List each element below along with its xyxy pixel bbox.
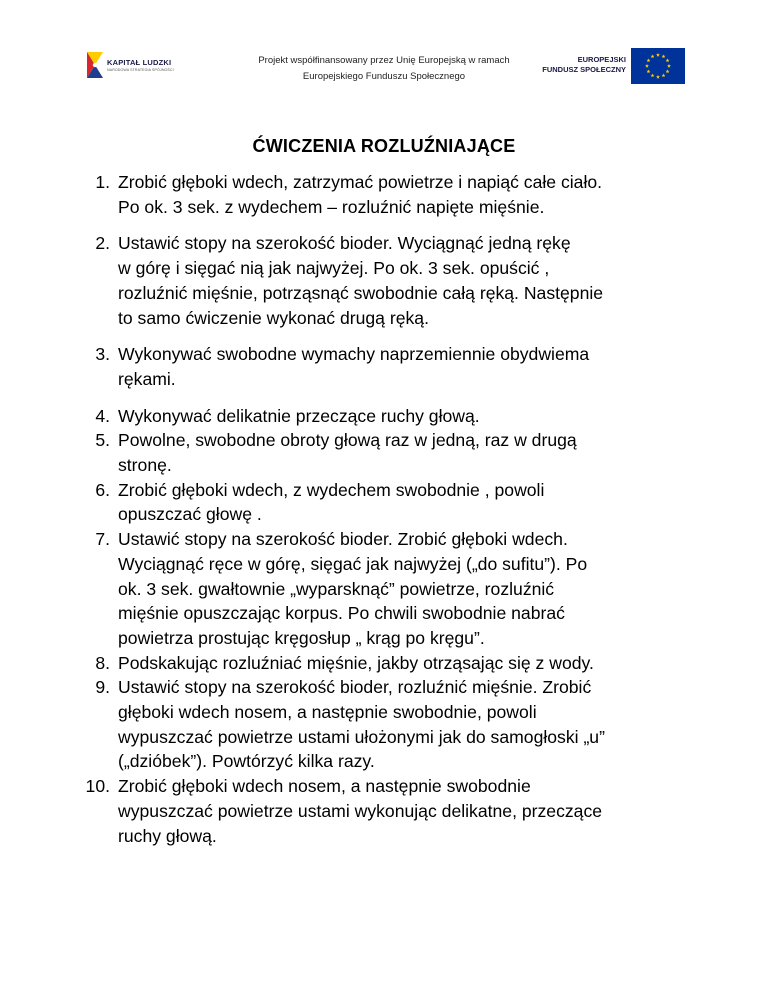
list-item-line: Zrobić głęboki wdech, z wydechem swobodnie , powoli [118, 479, 545, 500]
list-item-line: Ustawić stopy na szerokość bioder. Wyciągnąć jedną rękę [118, 233, 571, 254]
list-item [80, 342, 700, 391]
efs-line-2: FUNDUSZ SPOŁECZNY [542, 65, 626, 74]
eu-flag-icon [631, 48, 685, 84]
list-item-line: Wykonywać swobodne wymachy naprzemiennie obydwiema [118, 344, 590, 365]
page-title: ĆWICZENIA ROZLUŹNIAJĄCE [252, 136, 516, 156]
list-item [80, 527, 700, 651]
list-item-line: Ustawić stopy na szerokość bioder, rozluźnić mięśnie. Zrobić [118, 677, 592, 698]
list-item-number: 2. [95, 233, 110, 254]
list-item [80, 231, 700, 330]
header-line-1: Projekt współfinansowany przez Unię Europejską w ramach [258, 55, 510, 66]
efs-logo [543, 48, 688, 84]
list-item-line: Wyciągnąć ręce w górę, sięgać jak najwyżej („do sufitu”). Po [118, 553, 588, 574]
list-item [80, 478, 700, 527]
list-item-line: wypuszczać powietrze ustami ułożonymi jak do samogłoski „u” [118, 726, 605, 747]
header-line-2: Europejskiego Funduszu Społecznego [302, 71, 466, 82]
list-item-number: 7. [95, 529, 110, 550]
list-item-line: Wykonywać delikatnie przeczące ruchy głową. [118, 405, 480, 426]
list-item-line: Podskakując rozluźniać mięśnie, jakby otrząsając się z wody. [118, 652, 594, 673]
list-item-number: 4. [95, 405, 110, 426]
list-item-number: 9. [95, 677, 110, 698]
efs-line-1: EUROPEJSKI [577, 55, 626, 64]
kapital-ludzki-name: KAPITAŁ LUDZKI [107, 58, 172, 67]
header-cofinancing-note [214, 53, 554, 85]
list-item-number: 8. [95, 652, 110, 673]
list-item-number: 6. [95, 479, 110, 500]
list-item-line: opuszczać głowę . [118, 504, 262, 525]
list-item-number: 5. [95, 430, 110, 451]
list-item-line: Zrobić głęboki wdech, zatrzymać powietrze i napiąć całe ciało. [118, 172, 603, 192]
kapital-ludzki-emblem-icon [85, 50, 105, 80]
page-header [0, 0, 768, 100]
list-item-line: Ustawić stopy na szerokość bioder. Zrobić głęboki wdech. [118, 529, 568, 550]
list-item-line: głęboki wdech nosem, a następnie swobodnie, powoli [118, 702, 537, 723]
list-item-line: w górę i sięgać nią jak najwyżej. Po ok. 3 sek. opuścić , [118, 258, 550, 279]
kapital-ludzki-subtitle: NARODOWA STRATEGIA SPÓJNOŚCI [107, 68, 174, 72]
list-item-number: 3. [95, 344, 110, 365]
list-item [80, 651, 700, 676]
list-item-line: powietrza prostując kręgosłup „ krąg po kręgu”. [118, 627, 485, 648]
list-item-line: („dzióbek”). Powtórzyć kilka razy. [118, 751, 375, 772]
list-item [80, 170, 700, 219]
list-item-line: ok. 3 sek. gwałtownie „wyparsknąć” powietrze, rozluźnić [118, 578, 555, 599]
list-item-line: rozluźnić mięśnie, potrząsnąć swobodnie całą ręką. Następnie [118, 282, 604, 303]
efs-logo-text [542, 55, 626, 75]
kapital-ludzki-logo [85, 50, 180, 82]
list-item-line: Powolne, swobodne obroty głową raz w jedną, raz w drugą [118, 430, 577, 451]
list-item-line: wypuszczać powietrze ustami wykonując delikatne, przeczące [118, 800, 603, 821]
list-item-line: Zrobić głęboki wdech nosem, a następnie swobodnie [118, 776, 531, 797]
exercise-list [80, 170, 700, 848]
list-item-line: Po ok. 3 sek. z wydechem – rozluźnić napięte mięśnie. [118, 196, 545, 217]
list-item [80, 404, 700, 429]
list-item [80, 428, 700, 477]
list-item-number: 10. [85, 776, 110, 797]
list-item [80, 774, 700, 848]
list-item-line: rękami. [118, 368, 176, 389]
list-item-line: to samo ćwiczenie wykonać drugą ręką. [118, 307, 429, 328]
list-item-number: 1. [95, 172, 110, 192]
list-item-line: ruchy głową. [118, 825, 217, 846]
list-item-line: stronę. [118, 455, 172, 476]
list-item [80, 675, 700, 774]
list-item-line: mięśnie opuszczając korpus. Po chwili swobodnie nabrać [118, 603, 565, 624]
